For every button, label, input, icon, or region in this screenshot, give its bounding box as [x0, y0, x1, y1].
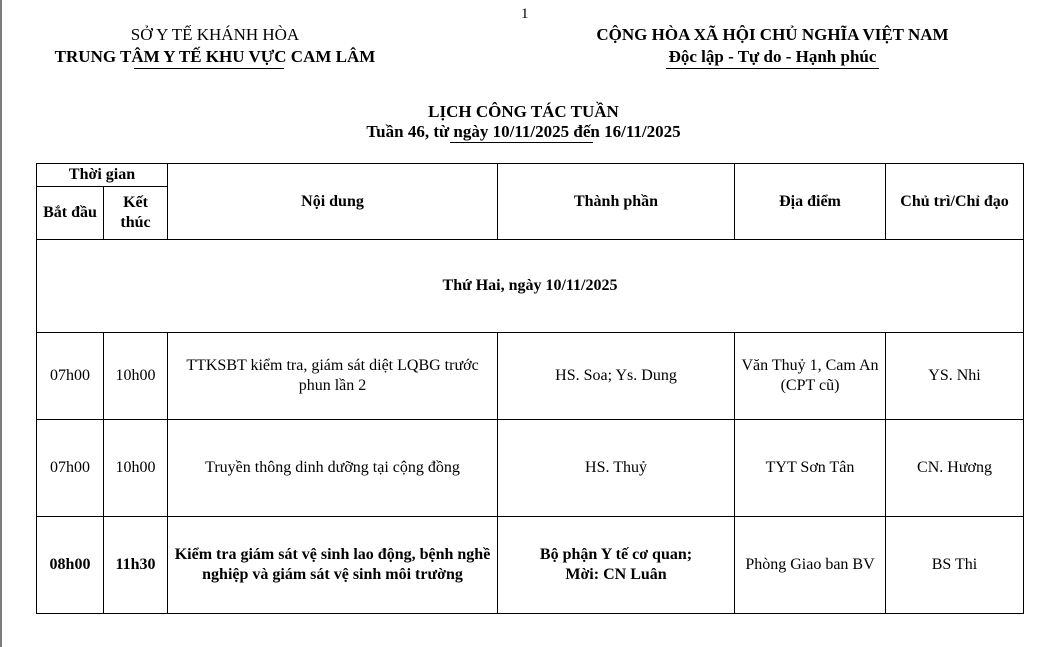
header-content: Nội dung [168, 164, 498, 240]
participants-cell: HS. Thuỷ [498, 420, 735, 517]
location-cell: Văn Thuỷ 1, Cam An (CPT cũ) [735, 333, 886, 420]
nation-name: CỘNG HÒA XÃ HỘI CHỦ NGHĨA VIỆT NAM [596, 25, 949, 44]
national-motto-block [560, 24, 985, 68]
chair-cell: BS Thi [886, 517, 1024, 614]
header-location: Địa điểm [735, 164, 886, 240]
agency-underline [134, 68, 284, 69]
start-time-cell: 07h00 [37, 333, 104, 420]
header-time-group: Thời gian [37, 164, 168, 187]
page-number: 1 [521, 6, 529, 22]
header-start: Bắt đầu [37, 187, 104, 240]
document-subtitle: Tuần 46, từ ngày 10/11/2025 đến 16/11/2025 [366, 122, 681, 141]
content-cell: Kiểm tra giám sát vệ sinh lao động, bệnh nghề nghiệp và giám sát vệ sinh môi trường [168, 517, 498, 614]
day-row [37, 240, 1024, 333]
chair-cell: YS. Nhi [886, 333, 1024, 420]
document-title-block [0, 102, 1047, 142]
table-row [37, 517, 1024, 614]
participants-cell [498, 517, 735, 614]
end-time-cell: 10h00 [104, 420, 168, 517]
content-cell: TTKSBT kiểm tra, giám sát diệt LQBG trước phun lần 2 [168, 333, 498, 420]
center-name: TRUNG TÂM Y TẾ KHU VỰC CAM LÂM [54, 47, 376, 66]
location-cell: Phòng Giao ban BV [735, 517, 886, 614]
issuing-agency-block [40, 24, 390, 68]
agency-name: SỞ Y TẾ KHÁNH HÒA [130, 25, 300, 44]
header-chair: Chủ trì/Chỉ đạo [886, 164, 1024, 240]
subtitle-underline [450, 142, 593, 143]
participants-line: Bộ phận Y tế cơ quan; [539, 546, 693, 563]
table-row [37, 420, 1024, 517]
header-end: Kết thúc [104, 187, 168, 240]
weekly-schedule-table [36, 163, 1024, 614]
header-participants: Thành phần [498, 164, 735, 240]
end-time-cell: 10h00 [104, 333, 168, 420]
table-row [37, 333, 1024, 420]
motto: Độc lập - Tự do - Hạnh phúc [668, 47, 877, 66]
table-header-row [37, 164, 1024, 187]
motto-underline [666, 68, 879, 69]
participants-cell: HS. Soa; Ys. Dung [498, 333, 735, 420]
end-time-cell: 11h30 [104, 517, 168, 614]
start-time-cell: 08h00 [37, 517, 104, 614]
day-label: Thứ Hai, ngày 10/11/2025 [37, 240, 1024, 333]
location-cell: TYT Sơn Tân [735, 420, 886, 517]
page-left-edge [0, 0, 2, 647]
chair-cell: CN. Hương [886, 420, 1024, 517]
content-cell: Truyền thông dinh dưỡng tại cộng đồng [168, 420, 498, 517]
participants-invitee-line: Mời: CN Luân [565, 566, 667, 583]
start-time-cell: 07h00 [37, 420, 104, 517]
document-title: LỊCH CÔNG TÁC TUẦN [428, 102, 619, 121]
